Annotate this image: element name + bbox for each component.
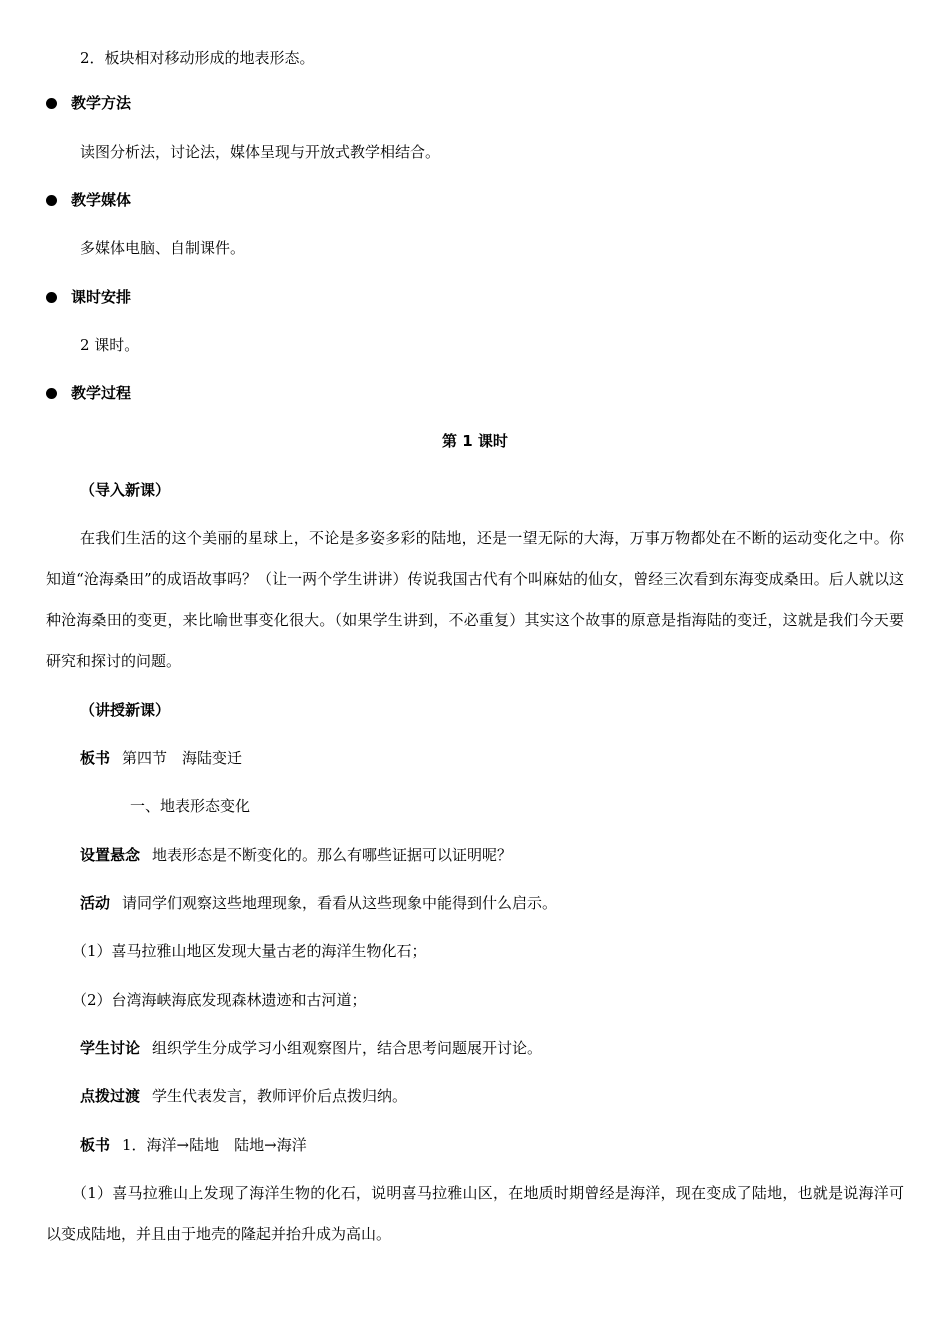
explanation-paragraph: （1）喜马拉雅山上发现了海洋生物的化石，说明喜马拉雅山区，在地质时期曾经是海洋，现在变成了陆地，也就是说海洋可以变成陆地，并且由于地壳的隆起并抬升成为高山。 [46, 1184, 904, 1243]
media-text: 多媒体电脑、自制课件。 [80, 239, 246, 257]
board-subheading: 一、地表形态变化 [130, 797, 251, 815]
section-heading-schedule [46, 287, 904, 307]
new-lesson-label: （讲授新课） [80, 701, 171, 719]
bullet-icon [46, 388, 57, 399]
heading-text: 教学过程 [71, 384, 132, 402]
intro-paragraph: 在我们生活的这个美丽的星球上，不论是多姿多彩的陆地，还是一望无际的大海，万事万物都处在不断的运动变化之中。你知道“沧海桑田”的成语故事吗？（让一两个学生讲讲）传说我国古代有个叫麻姑的仙女，曾经三次看到东海变成桑田。后人就以这种沧海桑田的变更，来比喻世事变化很大。（如果学生讲到，不必重复）其实这个故事的原意是指海陆的变迁，这就是我们今天要研究和探讨的问题。 [46, 529, 904, 670]
lesson-title: 第 1 课时 [442, 432, 508, 450]
bullet-icon [46, 195, 57, 206]
section-heading-media [46, 190, 904, 210]
section-heading-process [46, 383, 904, 403]
intro-label: （导入新课） [80, 481, 171, 499]
board-line-1 [80, 748, 904, 768]
board-text: 第四节 海陆变迁 [122, 749, 243, 767]
list-item-2: （2）台湾海峡海底发现森林遗迹和古河道； [72, 991, 367, 1009]
discussion-tag: 学生讨论 [80, 1039, 141, 1057]
suspense-text: 地表形态是不断变化的。那么有哪些证据可以证明呢？ [152, 846, 513, 864]
transition-line [80, 1086, 904, 1106]
transition-tag: 点拨过渡 [80, 1087, 141, 1105]
method-text: 读图分析法，讨论法，媒体呈现与开放式教学相结合。 [80, 143, 441, 161]
board-text: 1．海洋→陆地 陆地→海洋 [122, 1136, 307, 1154]
suspense-line [80, 845, 904, 865]
bullet-icon [46, 292, 57, 303]
board-tag: 板书 [80, 749, 111, 767]
heading-text: 教学媒体 [71, 191, 132, 209]
board-line-2 [80, 1135, 904, 1155]
transition-text: 学生代表发言，教师评价后点拨归纳。 [152, 1087, 408, 1105]
activity-tag: 活动 [80, 894, 111, 912]
discussion-line [80, 1038, 904, 1058]
heading-text: 教学方法 [71, 94, 132, 112]
board-tag: 板书 [80, 1136, 111, 1154]
list-item-1: （1）喜马拉雅山地区发现大量古老的海洋生物化石； [72, 942, 427, 960]
heading-text: 课时安排 [71, 288, 132, 306]
discussion-text: 组织学生分成学习小组观察图片，结合思考问题展开讨论。 [152, 1039, 543, 1057]
activity-line [80, 893, 904, 913]
objective-item: 2．板块相对移动形成的地表形态。 [80, 49, 315, 67]
section-heading-method [46, 93, 904, 113]
suspense-tag: 设置悬念 [80, 846, 141, 864]
schedule-text: 2 课时。 [80, 336, 140, 354]
bullet-icon [46, 98, 57, 109]
activity-text: 请同学们观察这些地理现象，看看从这些现象中能得到什么启示。 [122, 894, 558, 912]
